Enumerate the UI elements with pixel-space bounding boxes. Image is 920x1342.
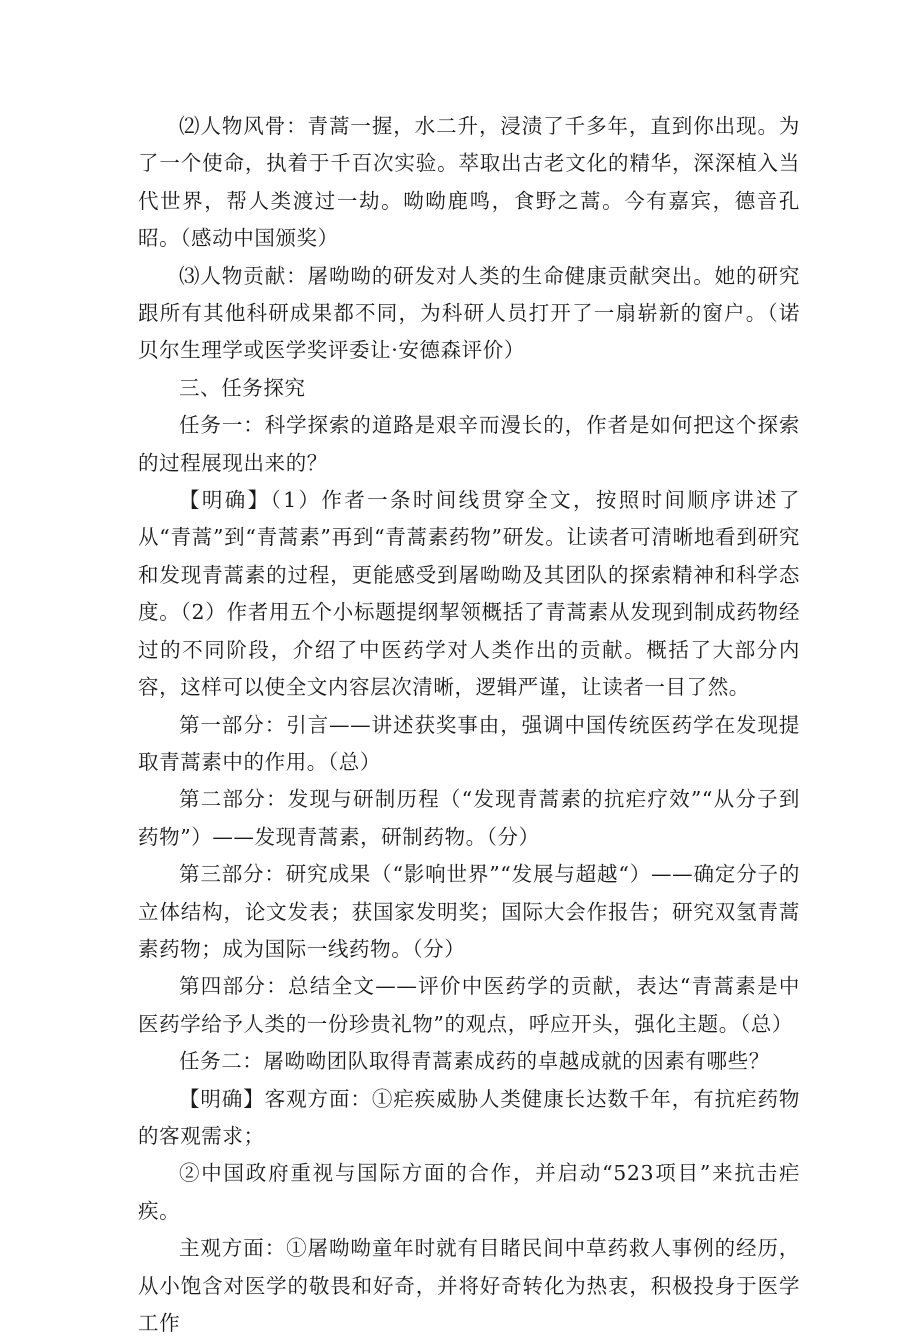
- paragraph-task-two: 任务二：屠呦呦团队取得青蒿素成药的卓越成就的因素有哪些？: [179, 1049, 770, 1074]
- paragraph-part-three: 第三部分：研究成果（“影响世界”“发展与超越“）——确定分子的立体结构，论文发表；获国家发明奖；国际大会作报告；研究双氢青蒿素药物；成为国际一线药物。（分）: [138, 862, 800, 961]
- paragraph-part-one: 第一部分：引言——讲述获奖事由，强调中国传统医药学在发现提取青蒿素中的作用。（总）: [138, 712, 800, 774]
- paragraph-character-contribution: ⑶人物贡献：屠呦呦的研发对人类的生命健康贡献突出。她的研究跟所有其他科研成果都不同，为科研人员打开了一扇崭新的窗户。（诺贝尔生理学或医学奖评委让·安德森评价）: [138, 263, 800, 363]
- paragraph-part-four: 第四部分：总结全文——评价中医药学的贡献，表达“青蒿素是中医药学给予人类的一份珍贵礼物”的观点，呼应开头，强化主题。（总）: [138, 974, 800, 1036]
- paragraph-task-two-subjective: 主观方面：①屠呦呦童年时就有目睹民间中草药救人事例的经历，从小饱含对医学的敬畏和好奇，并将好奇转化为热衷，积极投身于医学工作: [138, 1236, 800, 1335]
- paragraph-part-two: 第二部分：发现与研制历程（“发现青蒿素的抗疟疗效”“从分子到药物”）——发现青蒿素，研制药物。（分）: [138, 787, 800, 849]
- paragraph-task-two-government: ②中国政府重视与国际方面的合作，并启动“523项目”来抗击疟疾。: [138, 1161, 800, 1223]
- paragraph-character-spirit: ⑵人物风骨：青蒿一握，水二升，浸渍了千多年，直到你出现。为了一个使命，执着于千百次实验。萃取出古老文化的精华，深深植入当代世界，帮人类渡过一劫。呦呦鹿鸣，食野之蒿。今有嘉宾，德音孔昭。（感动中国颁奖）: [138, 114, 800, 251]
- paragraph-task-one: 任务一：科学探索的道路是艰辛而漫长的，作者是如何把这个探索的过程展现出来的？: [138, 413, 800, 475]
- paragraph-task-one-answer: 【明确】（1）作者一条时间线贯穿全文，按照时间顺序讲述了从“青蒿”到“青蒿素”再到“青蒿素药物”研发。让读者可清晰地看到研究和发现青蒿素的过程，更能感受到屠呦呦及其团队的探索精神和科学态度。（2）作者用五个小标题提纲挈领概括了青蒿素从发现到制成药物经过的不同阶段，介绍了中医药学对人类作出的贡献。概括了大部分内容，这样可以使全文内容层次清晰，逻辑严谨，让读者一目了然。: [138, 488, 800, 700]
- paragraph-task-two-objective: 【明确】客观方面：①疟疾威胁人类健康长达数千年，有抗疟药物的客观需求；: [138, 1086, 800, 1148]
- section-heading-task-inquiry: 三、任务探究: [179, 375, 306, 400]
